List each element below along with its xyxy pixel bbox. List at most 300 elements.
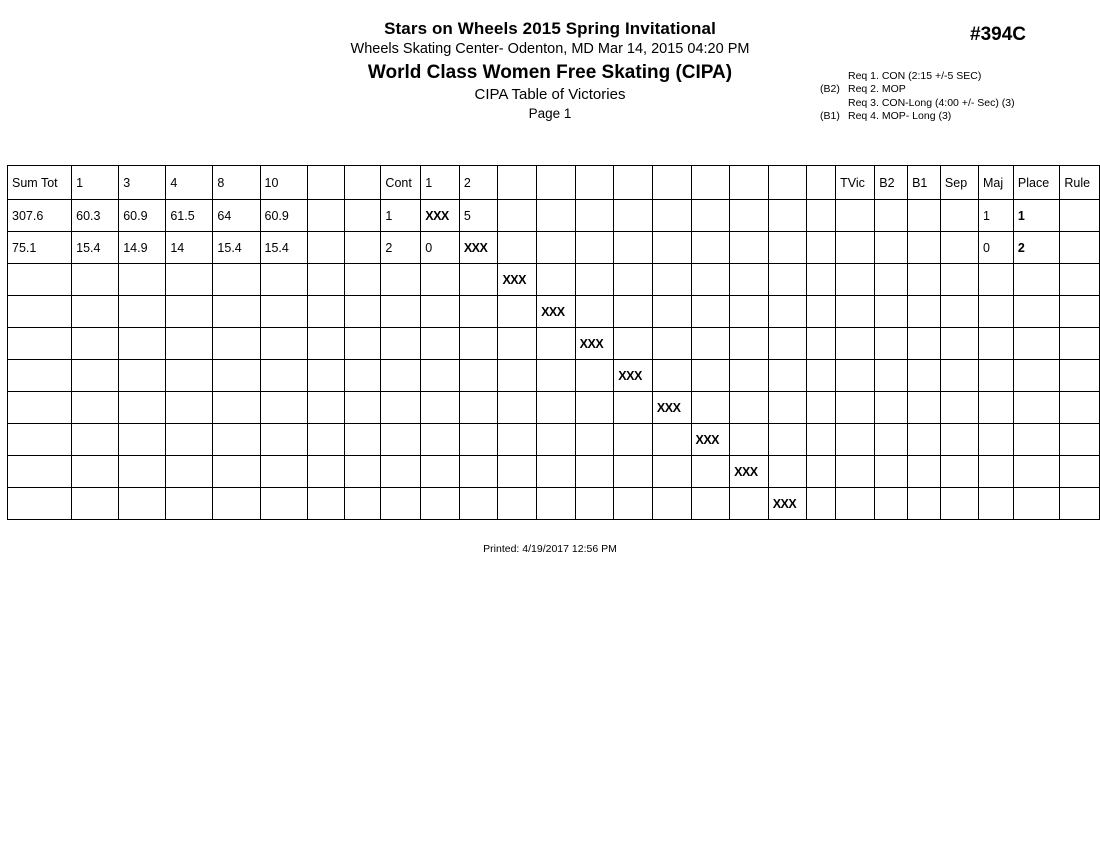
- table-cell: [72, 264, 119, 296]
- table-cell: [768, 200, 807, 232]
- table-cell: [537, 264, 576, 296]
- table-cell: [166, 296, 213, 328]
- table-header: [8, 166, 1100, 200]
- table-cell: [166, 488, 213, 520]
- column-header: [537, 166, 576, 200]
- column-header: 4: [166, 166, 213, 200]
- table-cell: [768, 232, 807, 264]
- table-cell: [459, 296, 498, 328]
- table-cell: [875, 360, 908, 392]
- table-cell: [730, 328, 769, 360]
- table-cell: [498, 424, 537, 456]
- table-cell: 14: [166, 232, 213, 264]
- table-cell: 0: [421, 232, 460, 264]
- table-cell: [307, 232, 344, 264]
- table-cell: [652, 456, 691, 488]
- table-cell: [807, 360, 836, 392]
- table-cell: [979, 456, 1014, 488]
- table-cell: 307.6: [8, 200, 72, 232]
- table-cell: [940, 360, 978, 392]
- table-cell: [691, 488, 730, 520]
- table-cell: [940, 392, 978, 424]
- table-cell: [166, 264, 213, 296]
- table-cell: [307, 200, 344, 232]
- table-cell: 5: [459, 200, 498, 232]
- table-cell: [836, 456, 875, 488]
- table-cell: [498, 456, 537, 488]
- column-header: [614, 166, 653, 200]
- requirement-text: Req 4. MOP- Long (3): [848, 110, 952, 123]
- table-cell: [575, 360, 614, 392]
- table-cell: [213, 456, 260, 488]
- table-cell: [421, 424, 460, 456]
- blocked-cell: XXX: [421, 200, 460, 232]
- table-cell: [537, 456, 576, 488]
- table-cell: [344, 296, 381, 328]
- table-cell: [1013, 328, 1060, 360]
- table-cell: [381, 360, 421, 392]
- table-cell: [875, 456, 908, 488]
- column-header: Rule: [1060, 166, 1100, 200]
- table-cell: [730, 488, 769, 520]
- table-cell: [875, 264, 908, 296]
- table-cell: [940, 200, 978, 232]
- table-cell: [260, 488, 307, 520]
- table-cell: [768, 360, 807, 392]
- table-cell: [421, 392, 460, 424]
- table-cell: [421, 296, 460, 328]
- column-header: 1: [421, 166, 460, 200]
- table-cell: [459, 456, 498, 488]
- table-cell: [260, 360, 307, 392]
- table-cell: [260, 264, 307, 296]
- table-cell: [537, 488, 576, 520]
- table-body: [8, 200, 1100, 520]
- table-cell: [213, 296, 260, 328]
- table-cell: 60.3: [72, 200, 119, 232]
- table-cell: [807, 456, 836, 488]
- table-cell: [940, 264, 978, 296]
- event-title: World Class Women Free Skating (CIPA): [367, 62, 733, 83]
- table-cell: [940, 232, 978, 264]
- table-cell: [768, 296, 807, 328]
- table-cell: [1060, 456, 1100, 488]
- table-cell: [166, 360, 213, 392]
- requirement-row: [820, 70, 1015, 83]
- blocked-cell: XXX: [652, 392, 691, 424]
- requirement-row: [820, 97, 1015, 110]
- table-cell: [614, 456, 653, 488]
- table-cell: [614, 328, 653, 360]
- table-cell: 14.9: [119, 232, 166, 264]
- table-cell: [652, 296, 691, 328]
- table-cell: [8, 328, 72, 360]
- venue-datetime: Wheels Skating Center- Odenton, MD Mar 14, 2015 04:20 PM: [350, 41, 750, 57]
- table-cell: [498, 328, 537, 360]
- table-cell: [836, 488, 875, 520]
- table-cell: [537, 200, 576, 232]
- table-cell: [1060, 424, 1100, 456]
- table-cell: [213, 424, 260, 456]
- column-header: [307, 166, 344, 200]
- table-cell: [213, 392, 260, 424]
- table-cell: [575, 296, 614, 328]
- table-cell: [537, 232, 576, 264]
- blocked-cell: XXX: [575, 328, 614, 360]
- table-cell: [119, 488, 166, 520]
- table-cell: [381, 424, 421, 456]
- table-cell: [652, 488, 691, 520]
- table-cell: [807, 424, 836, 456]
- table-cell: [421, 360, 460, 392]
- requirement-tag: (B1): [820, 110, 840, 123]
- requirement-text: Req 3. CON-Long (4:00 +/- Sec) (3): [848, 96, 1015, 109]
- table-cell: [730, 392, 769, 424]
- table-cell: [307, 488, 344, 520]
- blocked-cell: XXX: [537, 296, 576, 328]
- table-cell: [979, 488, 1014, 520]
- table-cell: [72, 296, 119, 328]
- table-cell: [908, 392, 941, 424]
- table-cell: [691, 296, 730, 328]
- table-cell: [166, 328, 213, 360]
- table-cell: [1060, 232, 1100, 264]
- table-cell: [260, 392, 307, 424]
- table-cell: [691, 360, 730, 392]
- printed-timestamp: Printed: 4/19/2017 12:56 PM: [483, 543, 617, 555]
- table-cell: [344, 424, 381, 456]
- table-cell: [836, 264, 875, 296]
- column-header: 8: [213, 166, 260, 200]
- table-row: [8, 456, 1100, 488]
- table-cell: [768, 392, 807, 424]
- blocked-cell: XXX: [730, 456, 769, 488]
- table-cell: [575, 488, 614, 520]
- table-cell: [652, 200, 691, 232]
- table-cell: [72, 488, 119, 520]
- table-cell: [575, 424, 614, 456]
- table-cell: [875, 232, 908, 264]
- table-cell: [537, 392, 576, 424]
- table-cell: [1013, 488, 1060, 520]
- table-row: [8, 328, 1100, 360]
- table-cell: [940, 488, 978, 520]
- column-header: [652, 166, 691, 200]
- table-cell: [836, 360, 875, 392]
- table-cell: [344, 200, 381, 232]
- table-cell: [498, 360, 537, 392]
- table-cell: [979, 328, 1014, 360]
- table-cell: [213, 328, 260, 360]
- requirement-row: [820, 110, 1015, 123]
- table-cell: [730, 296, 769, 328]
- table-cell: [119, 360, 166, 392]
- table-cell: [768, 264, 807, 296]
- table-cell: [979, 360, 1014, 392]
- blocked-cell: XXX: [691, 424, 730, 456]
- requirement-tag: (B2): [820, 83, 840, 96]
- table-cell: [119, 328, 166, 360]
- table-cell: [498, 392, 537, 424]
- table-cell: [260, 296, 307, 328]
- table-cell: [72, 360, 119, 392]
- table-cell: [807, 264, 836, 296]
- table-row: [8, 200, 1100, 232]
- table-cell: [807, 328, 836, 360]
- table-cell: [730, 232, 769, 264]
- table-cell: [8, 264, 72, 296]
- column-header: 10: [260, 166, 307, 200]
- table-cell: [381, 488, 421, 520]
- column-header: [691, 166, 730, 200]
- table-cell: [807, 392, 836, 424]
- table-cell: [908, 232, 941, 264]
- table-row: [8, 424, 1100, 456]
- table-cell: [498, 232, 537, 264]
- table-cell: [459, 360, 498, 392]
- table-cell: [459, 392, 498, 424]
- table-cell: [421, 264, 460, 296]
- table-cell: [381, 392, 421, 424]
- table-cell: [575, 264, 614, 296]
- table-cell: [614, 392, 653, 424]
- table-cell: [575, 456, 614, 488]
- column-header: [807, 166, 836, 200]
- table-cell: [8, 424, 72, 456]
- table-row: [8, 488, 1100, 520]
- table-cell: [260, 456, 307, 488]
- table-cell: [1013, 392, 1060, 424]
- column-header: Sum Tot: [8, 166, 72, 200]
- table-cell: [344, 488, 381, 520]
- table-cell: [940, 456, 978, 488]
- table-cell: [166, 424, 213, 456]
- table-cell: [614, 296, 653, 328]
- table-cell: [908, 264, 941, 296]
- table-cell: [307, 296, 344, 328]
- table-cell: [307, 264, 344, 296]
- column-header: B2: [875, 166, 908, 200]
- table-cell: [875, 200, 908, 232]
- table-cell: 1: [979, 200, 1014, 232]
- table-cell: [72, 328, 119, 360]
- table-cell: [119, 424, 166, 456]
- table-cell: [1013, 424, 1060, 456]
- column-header: TVic: [836, 166, 875, 200]
- table-cell: 61.5: [166, 200, 213, 232]
- table-cell: [768, 424, 807, 456]
- table-cell: [421, 456, 460, 488]
- table-cell: 1: [381, 200, 421, 232]
- table-cell: 1: [1013, 200, 1060, 232]
- table-cell: [537, 360, 576, 392]
- table-cell: [307, 392, 344, 424]
- table-cell: [8, 456, 72, 488]
- table-cell: [836, 328, 875, 360]
- table-cell: [344, 264, 381, 296]
- table-cell: [72, 456, 119, 488]
- table-cell: [940, 424, 978, 456]
- table-cell: [807, 200, 836, 232]
- table-cell: 15.4: [72, 232, 119, 264]
- table-cell: [652, 424, 691, 456]
- column-header: Cont: [381, 166, 421, 200]
- table-cell: [1060, 328, 1100, 360]
- table-cell: [652, 360, 691, 392]
- table-cell: 2: [381, 232, 421, 264]
- requirements-list: [820, 70, 1015, 124]
- table-cell: [459, 264, 498, 296]
- table-cell: [575, 392, 614, 424]
- table-cell: [908, 200, 941, 232]
- table-cell: [979, 424, 1014, 456]
- column-header: Sep: [940, 166, 978, 200]
- table-cell: [691, 200, 730, 232]
- table-cell: [213, 264, 260, 296]
- table-cell: [908, 328, 941, 360]
- table-cell: [652, 232, 691, 264]
- table-cell: [8, 488, 72, 520]
- table-cell: [8, 392, 72, 424]
- table-cell: [691, 328, 730, 360]
- table-cell: [875, 328, 908, 360]
- table-cell: [908, 456, 941, 488]
- blocked-cell: XXX: [768, 488, 807, 520]
- table-cell: [307, 456, 344, 488]
- table-of-victories: [7, 165, 1100, 520]
- table-cell: [875, 424, 908, 456]
- table-cell: [72, 424, 119, 456]
- table-cell: [344, 328, 381, 360]
- table-cell: [1060, 296, 1100, 328]
- table-cell: [940, 296, 978, 328]
- table-cell: [836, 232, 875, 264]
- table-cell: [119, 392, 166, 424]
- table-cell: [381, 296, 421, 328]
- table-cell: [836, 200, 875, 232]
- table-cell: 60.9: [260, 200, 307, 232]
- requirement-text: Req 2. MOP: [848, 83, 906, 96]
- table-cell: [908, 488, 941, 520]
- table-cell: [213, 360, 260, 392]
- table-cell: [421, 328, 460, 360]
- table-cell: [691, 264, 730, 296]
- column-header: [498, 166, 537, 200]
- table-cell: [768, 456, 807, 488]
- table-cell: [459, 424, 498, 456]
- table-cell: [652, 328, 691, 360]
- table-cell: [72, 392, 119, 424]
- table-cell: [537, 424, 576, 456]
- table-cell: 64: [213, 200, 260, 232]
- table-cell: [836, 296, 875, 328]
- column-header: B1: [908, 166, 941, 200]
- table-cell: [807, 232, 836, 264]
- table-cell: [344, 392, 381, 424]
- table-cell: [8, 296, 72, 328]
- table-cell: [498, 488, 537, 520]
- table-row: [8, 296, 1100, 328]
- requirement-text: Req 1. CON (2:15 +/-5 SEC): [848, 70, 982, 82]
- table-cell: [979, 392, 1014, 424]
- table-cell: [1060, 488, 1100, 520]
- column-header: 1: [72, 166, 119, 200]
- table-cell: [498, 200, 537, 232]
- table-cell: [344, 232, 381, 264]
- table-cell: [459, 328, 498, 360]
- table-cell: [1060, 200, 1100, 232]
- table-cell: [979, 296, 1014, 328]
- table-cell: [730, 360, 769, 392]
- table-cell: 60.9: [119, 200, 166, 232]
- table-cell: [575, 232, 614, 264]
- table-cell: 75.1: [8, 232, 72, 264]
- table-cell: [344, 360, 381, 392]
- table-cell: [836, 424, 875, 456]
- table-cell: 0: [979, 232, 1014, 264]
- table-cell: [614, 264, 653, 296]
- blocked-cell: XXX: [614, 360, 653, 392]
- table-cell: [940, 328, 978, 360]
- requirement-row: [820, 83, 1015, 96]
- table-cell: [836, 392, 875, 424]
- table-cell: [166, 392, 213, 424]
- column-header: 2: [459, 166, 498, 200]
- table-cell: [875, 296, 908, 328]
- table-cell: [1060, 392, 1100, 424]
- column-header: Place: [1013, 166, 1060, 200]
- table-cell: [807, 488, 836, 520]
- column-header: 3: [119, 166, 166, 200]
- column-header: [730, 166, 769, 200]
- table-cell: [691, 456, 730, 488]
- table-cell: [652, 264, 691, 296]
- table-cell: [381, 328, 421, 360]
- table-cell: [8, 360, 72, 392]
- table-cell: [691, 392, 730, 424]
- table-cell: [381, 456, 421, 488]
- table-cell: [1013, 264, 1060, 296]
- table-cell: [1060, 360, 1100, 392]
- table-cell: [730, 200, 769, 232]
- table-cell: [908, 296, 941, 328]
- table-cell: [979, 264, 1014, 296]
- blocked-cell: XXX: [498, 264, 537, 296]
- table-cell: [498, 296, 537, 328]
- table-cell: [575, 200, 614, 232]
- table-cell: [730, 424, 769, 456]
- table-cell: [614, 424, 653, 456]
- table-row: [8, 232, 1100, 264]
- competition-title: Stars on Wheels 2015 Spring Invitational: [384, 19, 716, 38]
- column-header: [768, 166, 807, 200]
- blocked-cell: XXX: [459, 232, 498, 264]
- table-cell: [307, 424, 344, 456]
- table-cell: 15.4: [260, 232, 307, 264]
- report-subtitle: CIPA Table of Victories: [474, 86, 626, 103]
- column-header: [575, 166, 614, 200]
- table-cell: [691, 232, 730, 264]
- table-cell: [1013, 296, 1060, 328]
- table-cell: [166, 456, 213, 488]
- table-cell: [119, 296, 166, 328]
- column-header: [344, 166, 381, 200]
- table-cell: [908, 424, 941, 456]
- table-cell: [875, 488, 908, 520]
- table-cell: [875, 392, 908, 424]
- table-cell: [614, 488, 653, 520]
- table-cell: [119, 264, 166, 296]
